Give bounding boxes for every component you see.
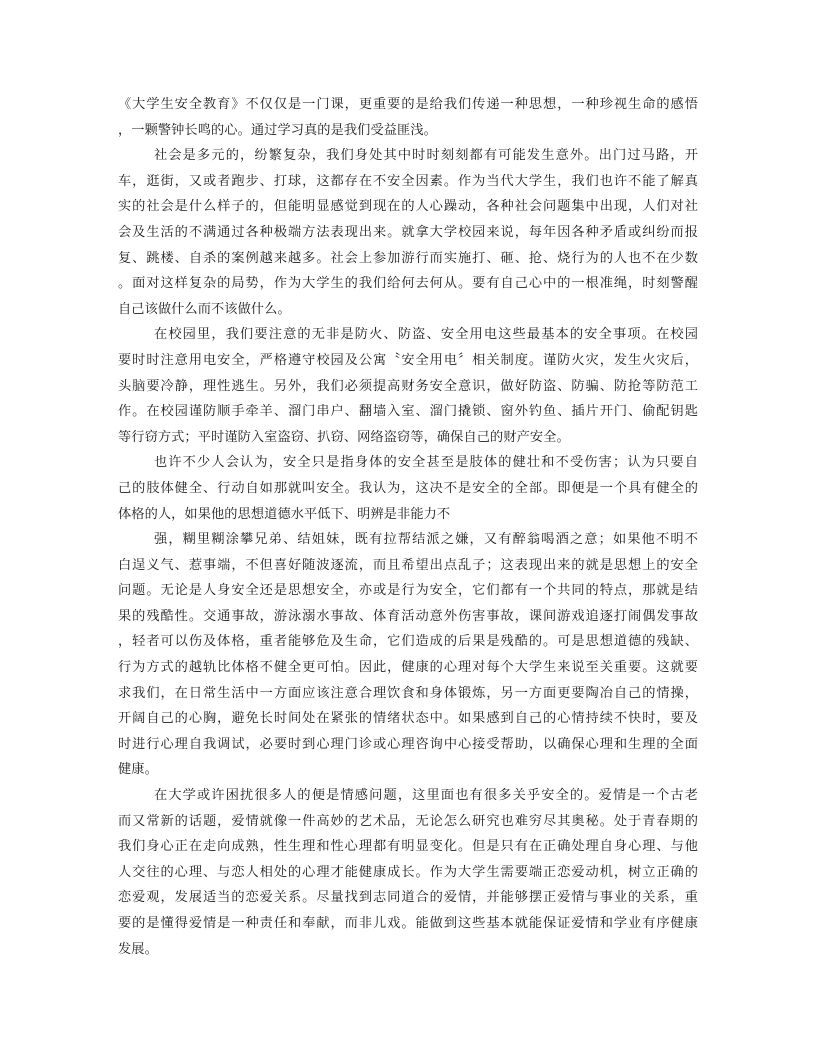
text-line: 我们身心正在走向成熟，性生理和性心理都有明显变化。但是只有在正确处理自身心理、与他 bbox=[118, 839, 698, 855]
text-line: 行为方式的越轨比体格不健全更可怕。因此，健康的心理对每个大学生来说至关重要。这就要 bbox=[118, 660, 698, 676]
text-line: 。面对这样复杂的局势，作为大学生的我们给何去何从。要有自己心中的一根准绳，时刻警醒 bbox=[118, 276, 698, 292]
text-line: 在校园里，我们要注意的无非是防火、防盗、安全用电这些最基本的安全事项。在校园 bbox=[154, 327, 698, 343]
text-line: 发展。 bbox=[118, 941, 158, 957]
text-line: 自己该做什么而不该做什么。 bbox=[118, 301, 291, 317]
text-line: 《大学生安全教育》不仅仅是一门课，更重要的是给我们传递一种思想，一种珍视生命的感悟 bbox=[118, 97, 698, 112]
text-line: 人交往的心理、与恋人相处的心理才能健康成长。作为大学生需要端正恋爱动机，树立正确的 bbox=[118, 864, 698, 880]
text-line: 健康。 bbox=[118, 762, 158, 778]
text-line: 问题。无论是人身安全还是思想安全，亦或是行为安全，它们都有一个共同的特点，那就是结 bbox=[118, 583, 698, 599]
text-line: 要时时注意用电安全，严格遵守校园及公寓〝安全用电〞相关制度。谨防火灾，发生火灾后， bbox=[118, 352, 698, 368]
text-line: 求我们，在日常生活中一方面应该注意合理饮食和身体锻炼，另一方面更要陶冶自己的情操， bbox=[118, 685, 698, 701]
text-line: 强，糊里糊涂攀兄弟、结姐妹，既有拉帮结派之嫌，又有醉翁喝酒之意；如果他不明不 bbox=[154, 532, 698, 548]
text-line: 在大学或许困扰很多人的便是情感问题，这里面也有很多关乎安全的。爱情是一个古老 bbox=[154, 788, 698, 804]
text-line: ，一颗警钟长鸣的心。通过学习真的是我们受益匪浅。 bbox=[118, 122, 437, 138]
text-line: 实的社会是什么样子的，但能明显感觉到现在的人心躁动，各种社会问题集中出现，人们对社 bbox=[118, 199, 698, 215]
document-body bbox=[118, 92, 698, 962]
text-line: 社会是多元的，纷繁复杂，我们身处其中时时刻刻都有可能发生意外。出门过马路，开 bbox=[154, 148, 698, 164]
text-line: 头脑要冷静，理性逃生。另外，我们必须提高财务安全意识，做好防盗、防骗、防抢等防范工 bbox=[118, 378, 698, 394]
text-line: 复、跳楼、自杀的案例越来越多。社会上参加游行而实施打、砸、抢、烧行为的人也不在少数 bbox=[118, 250, 698, 266]
text-line: ，轻者可以伤及体格，重者能够危及生命，它们造成的后果是残酷的。可是思想道德的残缺、 bbox=[118, 634, 698, 650]
text-line: 己的肢体健全、行动自如那就叫安全。我认为，这决不是安全的全部。即便是一个具有健全的 bbox=[118, 480, 698, 496]
text-line: 而又常新的话题，爱情就像一件高妙的艺术品，无论怎么研究也难穷尽其奥秘。处于青春期的 bbox=[118, 813, 698, 829]
text-line: 会及生活的不满通过各种极端方法表现出来。就拿大学校园来说，每年因各种矛盾或纠纷而报 bbox=[118, 224, 698, 240]
text-line: 要的是懂得爱情是一种责任和奉献，而非儿戏。能做到这些基本就能保证爱情和学业有序健康 bbox=[118, 916, 698, 931]
text-line: 恋爱观，发展适当的恋爱关系。尽量找到志同道合的爱情，并能够摆正爱情与事业的关系，重 bbox=[118, 890, 698, 906]
text-line: 作。在校园谨防顺手牵羊、溜门串户、翻墙入室、溜门撬锁、窗外钓鱼、插片开门、偷配钥匙 bbox=[118, 404, 698, 420]
text-line: 也许不少人会认为，安全只是指身体的安全甚至是肢体的健壮和不受伤害；认为只要自 bbox=[154, 455, 698, 471]
text-line: 开阔自己的心胸，避免长时间处在紧张的情绪状态中。如果感到自己的心情持续不快时，要及 bbox=[118, 711, 698, 727]
text-line: 时进行心理自我调试，必要时到心理门诊或心理咨询中心接受帮助，以确保心理和生理的全面 bbox=[118, 736, 698, 752]
text-line: 果的残酷性。交通事故，游泳溺水事故、体育活动意外伤害事故，课间游戏追逐打闹偶发事故 bbox=[118, 608, 698, 624]
text-line: 车，逛街，又或者跑步、打球，这都存在不安全因素。作为当代大学生，我们也许不能了解真 bbox=[118, 173, 698, 189]
text-line: 体格的人，如果他的思想道德水平低下、明辨是非能力不 bbox=[118, 506, 451, 522]
text-line: 白逞义气、惹事端，不但喜好随波逐流，而且希望出点乱子；这表现出来的就是思想上的安全 bbox=[118, 557, 698, 573]
text-line: 等行窃方式；平时谨防入室盗窃、扒窃、网络盗窃等，确保自己的财产安全。 bbox=[118, 429, 570, 445]
